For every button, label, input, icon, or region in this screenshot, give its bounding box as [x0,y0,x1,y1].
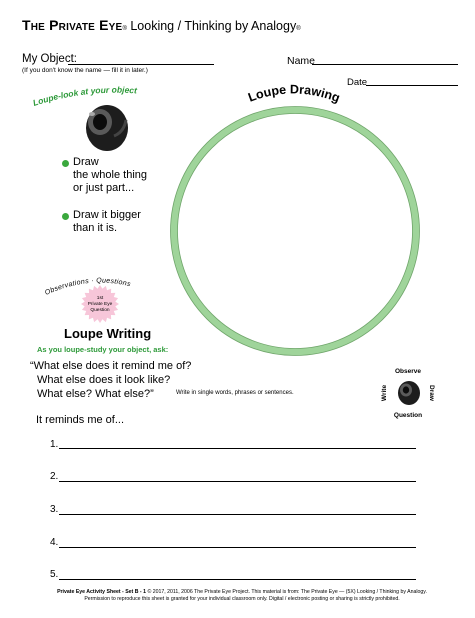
step2-line1: Draw it bigger [73,209,141,221]
subtitle-registered-mark: ® [296,26,301,32]
step1-line3: or just part... [73,182,135,194]
answer-3-line[interactable] [59,514,416,515]
loupe-writing-prompt: As you loupe-study your object, ask: [37,345,169,354]
loupe-writing-heading: Loupe Writing [64,326,152,341]
question-1: “What else does it remind me of? [30,360,192,372]
footer-line2: Permission to reproduce this sheet is granted for your individual classroom only. Digital / electronic posting or sharing is strictly prohibited. [84,596,400,602]
answer-5-number: 5. [50,569,59,580]
cycle-write: Write [381,384,388,402]
answer-1-line[interactable] [59,448,416,449]
question-3: What else? What else?” [37,388,154,400]
first-question-badge [80,284,120,324]
name-field[interactable] [312,64,458,65]
answer-2-number: 2. [50,471,59,482]
svg-text:Loupe Drawing [246,82,342,105]
page-title [22,17,301,33]
reminds-label: It reminds me of... [36,414,125,426]
badge-line1: 1st [96,296,104,301]
loupe-look-heading-text: Loupe-look at your object [31,84,138,108]
answer-4-number: 4. [50,537,59,548]
loupe-drawing-area [170,78,430,368]
badge-line3: Question [90,308,110,313]
observe-cycle [376,364,440,422]
step1-text [73,156,147,195]
subtitle: Looking / Thinking by Analogy [130,19,297,33]
answer-3-number: 3. [50,504,59,515]
cycle-observe: Observe [394,368,422,375]
step2-text [73,209,141,235]
observations-questions-text: Observations · Questions [44,277,132,297]
drawing-circle[interactable] [174,110,416,352]
object-field[interactable] [68,64,214,65]
brand-registered-mark: ® [122,26,127,32]
footer [22,589,462,603]
step1-line2: the whole thing [73,169,147,181]
badge-line2: Private Eye [87,302,113,307]
footer-line1 [22,589,462,596]
name-label: Name [287,55,316,67]
footer-copyright: © 2017, 2011, 2006 The Private Eye Project. This material is from: The Private Eye — (5X) Looking / Thinking by Analogy. [147,589,427,595]
object-label: My Object: [22,53,77,65]
step2-bullet [62,213,69,220]
answer-5-line[interactable] [59,579,416,580]
answer-1-number: 1. [50,439,59,450]
loupe-drawing-heading: Loupe Drawing [246,82,342,106]
cycle-question: Question [393,412,423,419]
object-hint: (If you don't know the name — fill it in later.) [22,67,148,74]
footer-sheet-id: Private Eye Activity Sheet - Set B - 1 [57,589,146,595]
question-2: What else does it look like? [37,374,171,386]
brand-title: The Private Eye [22,17,123,33]
date-label: Date [347,77,368,88]
step1-bullet [62,160,69,167]
step1-line1: Draw [73,156,99,168]
answer-4-line[interactable] [59,547,416,548]
cycle-draw: Draw [428,385,435,401]
answer-2-line[interactable] [59,481,416,482]
small-loupe-icon [398,381,420,405]
step2-line2: than it is. [73,222,118,234]
loupe-icon [80,98,130,154]
writing-hint: Write in single words, phrases or sentences. [176,390,294,396]
